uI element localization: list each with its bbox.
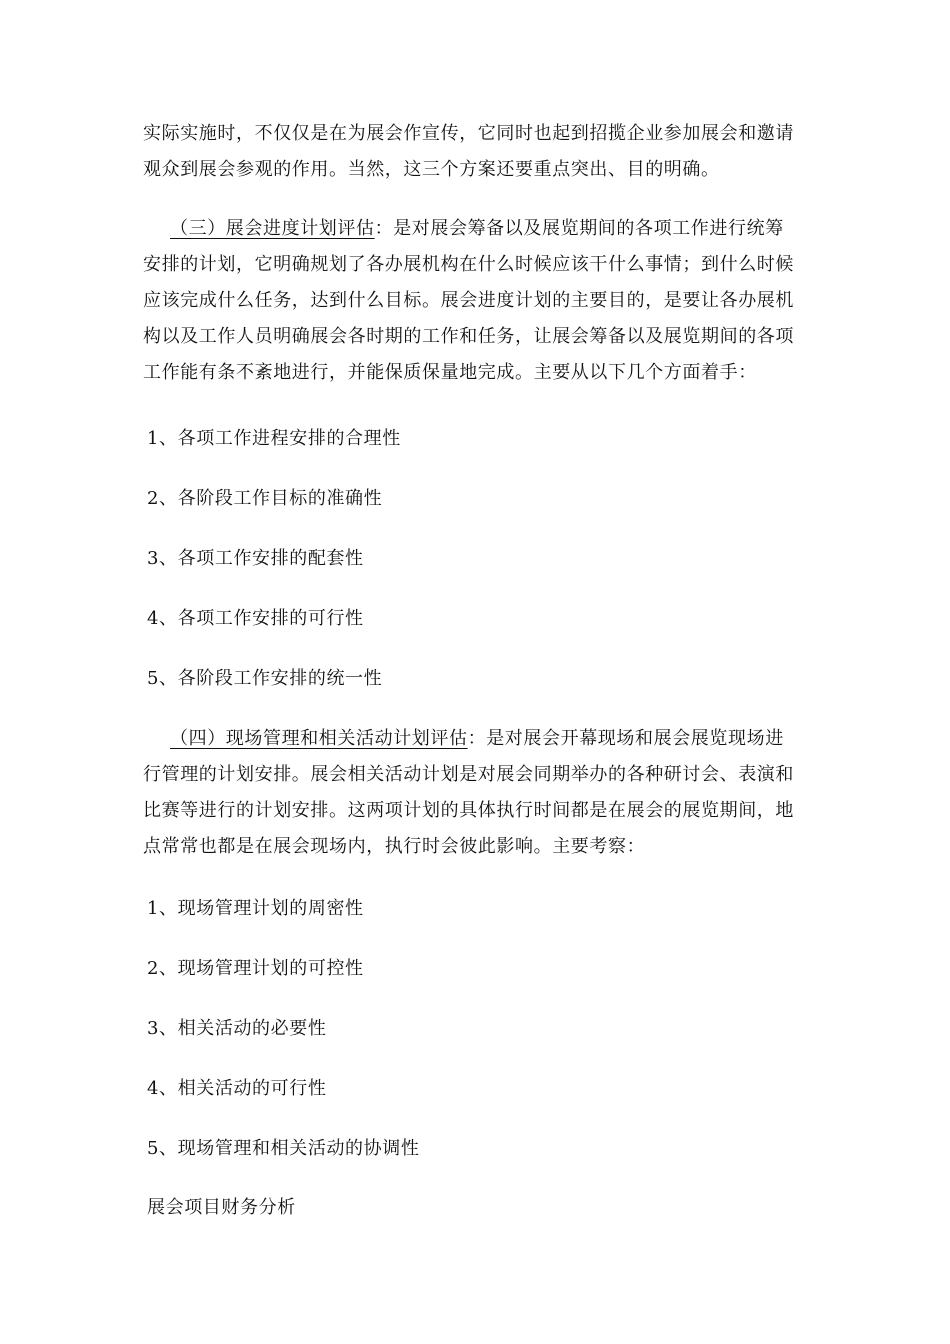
- section3-line: 应该完成什么任务，达到什么目标。展会进度计划的主要目的，是要让各办展机: [143, 290, 794, 311]
- section4-list-item: 5、现场管理和相关活动的协调性: [147, 1138, 420, 1159]
- section3-first-line: [143, 211, 813, 247]
- section3-list-item: 1、各项工作进程安排的合理性: [147, 428, 401, 449]
- section3-heading: （三）展会进度计划评估: [170, 218, 375, 239]
- section4-line: 比赛等进行的计划安排。这两项计划的具体执行时间都是在展会的展览期间，地: [143, 800, 794, 821]
- intro-line: 实际实施时，不仅仅是在为展会作宣传，它同时也起到招揽企业参加展会和邀请: [143, 123, 794, 144]
- section4-line: 点常常也都是在展会现场内，执行时会彼此影响。主要考察：: [143, 836, 646, 857]
- section4-paragraph: [143, 721, 813, 865]
- section3-line: 构以及工作人员明确展会各时期的工作和任务，让展会筹备以及展览期间的各项: [143, 326, 794, 347]
- section3-list-item: 3、各项工作安排的配套性: [147, 548, 364, 569]
- section4-list-item: 4、相关活动的可行性: [147, 1078, 327, 1099]
- section3-first-line-text: ：是对展会筹备以及展览期间的各项工作进行统筹: [374, 218, 784, 239]
- section4-list-item: 2、现场管理计划的可控性: [147, 958, 364, 979]
- section3-list-item: 4、各项工作安排的可行性: [147, 608, 364, 629]
- section3-paragraph: [143, 211, 813, 391]
- section4-list-item: 1、现场管理计划的周密性: [147, 898, 364, 919]
- section4-first-line-text: ：是对展会开幕现场和展会展览现场进: [467, 728, 784, 749]
- section4-line: 行管理的计划安排。展会相关活动计划是对展会同期举办的各种研讨会、表演和: [143, 764, 794, 785]
- intro-line: 观众到展会参观的作用。当然，这三个方案还要重点突出、目的明确。: [143, 159, 720, 180]
- section4-list-item: 3、相关活动的必要性: [147, 1018, 327, 1039]
- section3-line: 安排的计划，它明确规划了各办展机构在什么时候应该干什么事情；到什么时候: [143, 254, 794, 275]
- section3-list-item: 5、各阶段工作安排的统一性: [147, 668, 383, 689]
- section3-list-item: 2、各阶段工作目标的准确性: [147, 488, 383, 509]
- section4-heading: （四）现场管理和相关活动计划评估: [170, 728, 468, 749]
- intro-paragraph: [143, 116, 813, 188]
- section3-line: 工作能有条不紊地进行，并能保质保量地完成。主要从以下几个方面着手：: [143, 362, 757, 383]
- section-title-financial-analysis: 展会项目财务分析: [147, 1197, 296, 1218]
- section4-first-line: [143, 721, 813, 757]
